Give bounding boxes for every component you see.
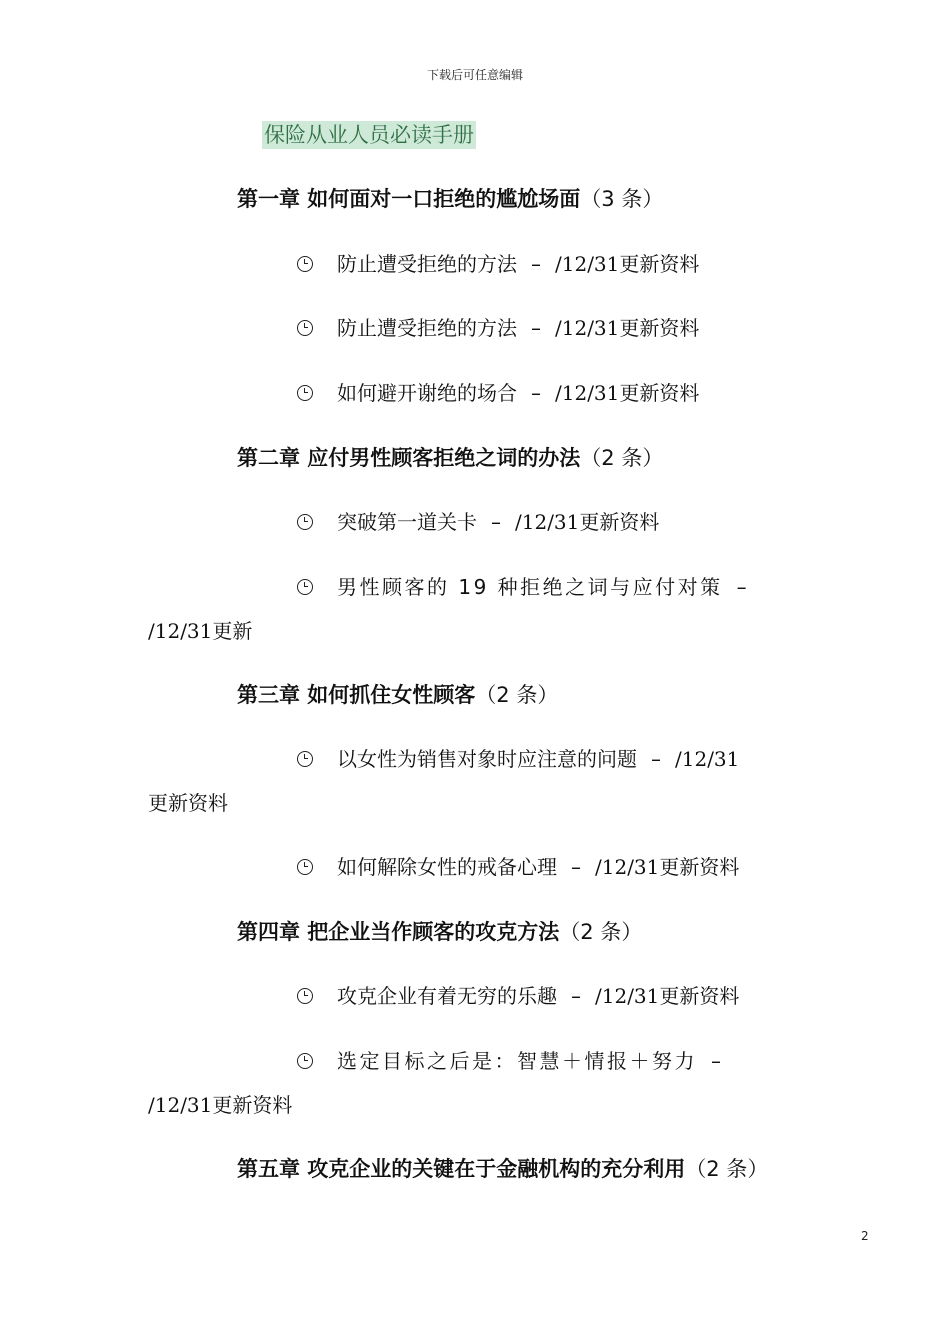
item-date: /12/31 (555, 316, 620, 340)
item-text: 如何解除女性的戒备心理 (337, 855, 557, 879)
list-item (297, 379, 699, 407)
item-date: /12/31 (148, 619, 213, 643)
item-suffix: 更新资料 (579, 510, 660, 534)
item-suffix: 更新资料 (212, 1093, 293, 1117)
chapter-title: 第三章 如何抓住女性顾客 (237, 683, 476, 707)
item-suffix: 更新资料 (659, 984, 740, 1008)
item-date: /12/31 (675, 747, 740, 771)
clock-icon (297, 859, 313, 875)
list-item (297, 314, 699, 342)
item-suffix: 更新资料 (659, 855, 740, 879)
item-dash: – (531, 252, 541, 276)
chapter-count: （2 条） (580, 446, 664, 470)
clock-icon (297, 988, 313, 1004)
item-date: /12/31 (148, 1093, 213, 1117)
chapter-heading (237, 185, 663, 213)
item-text: 男性顾客的 19 种拒绝之词与应付对策 (337, 575, 723, 599)
chapter-title: 第四章 把企业当作顾客的攻克方法 (237, 920, 560, 944)
page-number: 2 (861, 1229, 869, 1243)
item-text: 以女性为销售对象时应注意的问题 (337, 747, 637, 771)
item-date: /12/31 (555, 381, 620, 405)
chapter-count: （2 条） (685, 1157, 769, 1181)
list-item (297, 508, 659, 536)
item-dash: – (531, 316, 541, 340)
document-title: 保险从业人员必读手册 (264, 123, 474, 147)
item-date: /12/31 (555, 252, 620, 276)
chapter-heading (237, 681, 558, 709)
list-item (297, 1047, 738, 1075)
clock-icon (297, 514, 313, 530)
chapter-count: （2 条） (475, 683, 559, 707)
item-text: 选定目标之后是：智慧＋情报＋努力 (337, 1049, 697, 1073)
item-dash: – (651, 747, 661, 771)
item-dash: – (711, 1049, 724, 1073)
item-dash: – (571, 984, 581, 1008)
clock-icon (297, 256, 313, 272)
page-header: 下载后可任意编辑 (426, 68, 523, 82)
list-item-continuation (148, 617, 252, 645)
item-text: 如何避开谢绝的场合 (337, 381, 517, 405)
chapter-title: 第二章 应付男性顾客拒绝之词的办法 (237, 446, 581, 470)
item-suffix: 更新资料 (619, 316, 700, 340)
clock-icon (297, 385, 313, 401)
item-suffix: 更新资料 (619, 381, 700, 405)
item-date: /12/31 (595, 855, 660, 879)
clock-icon (297, 1053, 313, 1069)
item-text: 攻克企业有着无穷的乐趣 (337, 984, 557, 1008)
list-item (297, 982, 739, 1010)
chapter-heading (237, 1155, 768, 1183)
list-item (297, 745, 739, 773)
item-dash: – (571, 855, 581, 879)
item-dash: – (736, 575, 750, 599)
list-item (297, 853, 739, 881)
item-text: 防止遭受拒绝的方法 (337, 316, 517, 340)
item-suffix: 更新 (212, 619, 253, 643)
item-text: 防止遭受拒绝的方法 (337, 252, 517, 276)
item-dash: – (491, 510, 501, 534)
chapter-heading (237, 444, 663, 472)
item-date: /12/31 (595, 984, 660, 1008)
item-text: 突破第一道关卡 (337, 510, 477, 534)
chapter-heading (237, 918, 642, 946)
list-item (297, 250, 699, 278)
clock-icon (297, 751, 313, 767)
list-item-continuation (148, 1091, 292, 1119)
item-date: /12/31 (515, 510, 580, 534)
item-dash: – (531, 381, 541, 405)
list-item-continuation (148, 789, 228, 817)
clock-icon (297, 320, 313, 336)
chapter-title: 第五章 攻克企业的关键在于金融机构的充分利用 (237, 1157, 686, 1181)
item-suffix: 更新资料 (619, 252, 700, 276)
item-suffix: 更新资料 (148, 791, 228, 815)
clock-icon (297, 579, 313, 595)
chapter-count: （2 条） (559, 920, 643, 944)
chapter-count: （3 条） (580, 187, 664, 211)
list-item (297, 573, 763, 601)
chapter-title: 第一章 如何面对一口拒绝的尴尬场面 (237, 187, 581, 211)
